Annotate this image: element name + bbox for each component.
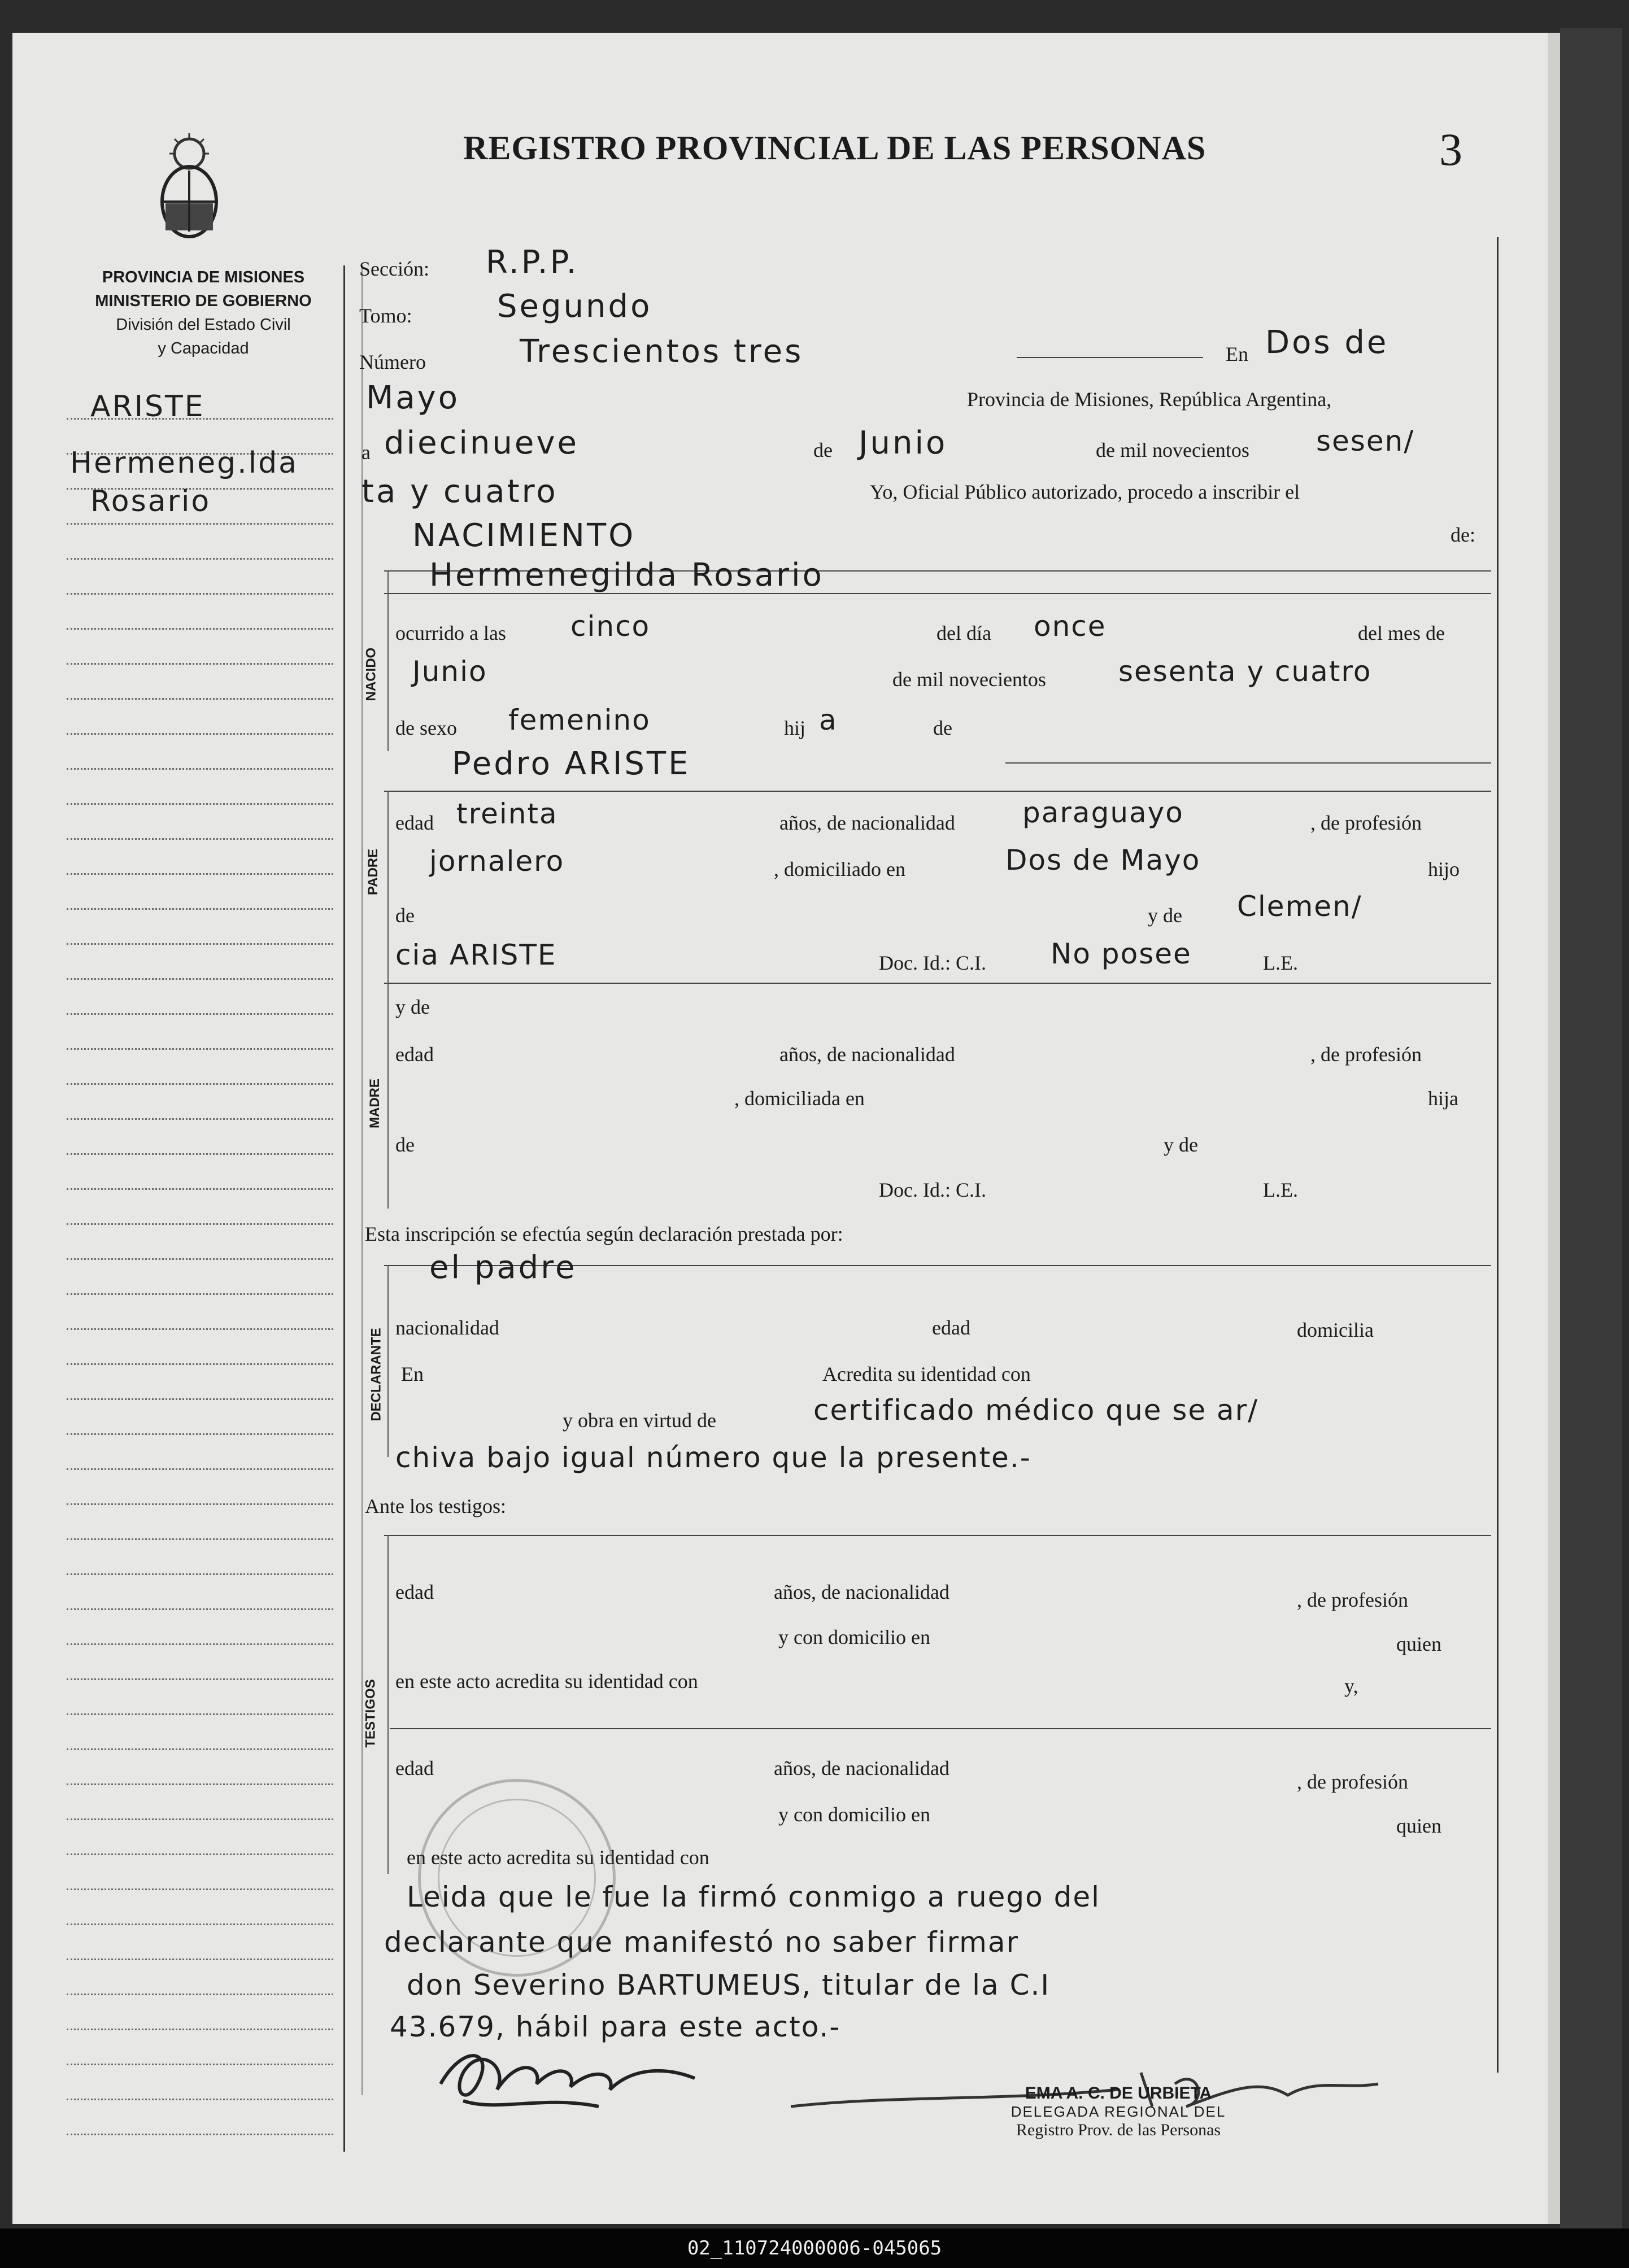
label-padre-y-de: y de <box>1148 904 1182 927</box>
value-dia: diecinueve <box>384 425 579 461</box>
margin-ruling <box>67 1853 333 1855</box>
label-madre-edad: edad <box>395 1043 434 1066</box>
padre-top-rule-2 <box>384 791 1491 792</box>
value-nombre: Hermenegilda Rosario <box>429 557 824 594</box>
margin-ruling <box>67 1398 333 1400</box>
section-nacido: NACIDO <box>363 647 379 701</box>
value-sexo: femenino <box>508 704 651 736</box>
margin-ruling <box>67 1713 333 1715</box>
label-de-hij: de <box>933 717 952 739</box>
label-de-colon: de: <box>1451 524 1475 546</box>
madre-top-rule <box>384 983 1491 984</box>
label-domiciliada: , domiciliada en <box>734 1087 865 1110</box>
margin-ruling <box>67 2134 333 2135</box>
margin-ruling <box>67 628 333 630</box>
closing-line-1: Leida que le fue la firmó conmigo a ruego del <box>407 1881 1101 1913</box>
label-t1-nac: años, de nacionalidad <box>774 1581 949 1603</box>
label-mil-novecientos: de mil novecientos <box>1096 439 1249 461</box>
value-anio-a: sesen/ <box>1316 425 1415 457</box>
section-declarante: DECLARANTE <box>368 1328 384 1421</box>
margin-firstname: Hermeneg.lda <box>70 446 299 480</box>
margin-ruling <box>67 1678 333 1680</box>
label-esta-inscripcion: Esta inscripción se efectúa según declaración prestada por: <box>365 1223 843 1245</box>
margin-ruling <box>67 1258 333 1260</box>
value-certificado-b: chiva bajo igual número que la presente.- <box>395 1441 1031 1474</box>
margin-ruling <box>67 1888 333 1890</box>
margin-ruling <box>67 1328 333 1330</box>
label-tomo: Tomo: <box>359 304 412 327</box>
label-de-mil: de mil novecientos <box>892 668 1046 691</box>
margin-ruling <box>67 1083 333 1085</box>
value-abuela-a: Clemen/ <box>1237 890 1362 923</box>
margin-ruling <box>67 1783 333 1785</box>
margin-ruling <box>67 1363 333 1365</box>
testigos-mid-rule <box>390 1728 1491 1729</box>
label-provincia: Provincia de Misiones, República Argentina, <box>967 388 1332 411</box>
label-decl-edad: edad <box>932 1316 970 1339</box>
label-t1-y: y, <box>1344 1674 1358 1697</box>
margin-ruling <box>67 1188 333 1190</box>
declarante-divider <box>387 1265 389 1457</box>
label-madre-de: de <box>395 1133 415 1156</box>
margin-ruling <box>67 1608 333 1610</box>
label-t2-domicilio: y con domicilio en <box>778 1803 930 1826</box>
margin-ruling <box>67 768 333 770</box>
margin-ruling <box>67 978 333 980</box>
image-footer-id: 02_110724000006-045065 <box>0 2228 1629 2268</box>
margin-ruling <box>67 1048 333 1050</box>
label-del-dia: del día <box>937 622 991 644</box>
testigos-divider <box>387 1535 389 1874</box>
margin-ruling <box>67 838 333 840</box>
margin-ruling <box>67 943 333 945</box>
official-org: Registro Prov. de las Personas <box>1016 2121 1221 2139</box>
section-testigos: TESTIGOS <box>363 1679 378 1748</box>
value-padre-edad: treinta <box>456 797 558 830</box>
closing-line-2: declarante que manifestó no saber firmar <box>384 1926 1020 1959</box>
value-anio-nac: sesenta y cuatro <box>1118 655 1372 688</box>
value-mes-nac: Junio <box>412 655 487 688</box>
label-hij: hij <box>784 717 806 739</box>
label-t2-quien: quien <box>1396 1815 1441 1837</box>
label-t2-nac: años, de nacionalidad <box>774 1757 949 1779</box>
label-madre-doc: Doc. Id.: C.I. <box>879 1179 986 1201</box>
value-mes: Junio <box>859 425 948 461</box>
label-en: En <box>1226 343 1248 365</box>
label-hijo: hijo <box>1428 858 1460 880</box>
closing-line-4: 43.679, hábil para este acto.- <box>390 2010 841 2043</box>
value-hij-suffix: a <box>819 704 838 736</box>
section-padre: PADRE <box>365 848 381 896</box>
margin-ruling <box>67 1573 333 1575</box>
value-numero: Trescientos tres <box>520 333 804 370</box>
margin-ruling <box>67 2029 333 2030</box>
margin-ruling <box>67 1994 333 1995</box>
margin-ruling <box>67 1293 333 1295</box>
margin-ruling <box>67 1433 333 1435</box>
margin-ruling <box>67 873 333 875</box>
label-ante-testigos: Ante los testigos: <box>365 1495 506 1517</box>
right-border <box>1497 237 1499 2073</box>
value-lugar-b: Mayo <box>366 380 460 416</box>
label-madre-prof: , de profesión <box>1310 1043 1422 1066</box>
label-numero: Número <box>359 351 426 373</box>
section-madre: MADRE <box>367 1079 382 1128</box>
margin-ruling <box>67 1223 333 1225</box>
margin-ruling <box>67 1153 333 1155</box>
label-nacionalidad: nacionalidad <box>395 1316 499 1339</box>
page-number: 3 <box>1439 124 1462 175</box>
label-t2-edad: edad <box>395 1757 434 1779</box>
margin-ruling <box>67 908 333 910</box>
label-acredita: Acredita su identidad con <box>822 1363 1031 1385</box>
label-t1-prof: , de profesión <box>1297 1589 1408 1611</box>
margin-ruling <box>67 1748 333 1750</box>
value-anio-b: ta y cuatro <box>361 473 558 510</box>
value-dia-nac: once <box>1034 610 1107 643</box>
label-padre-prof: , de profesión <box>1310 812 1422 834</box>
margin-ruling <box>67 1013 333 1015</box>
margin-ruling <box>67 803 333 805</box>
value-padre-prof: jornalero <box>429 845 565 878</box>
value-acto: NACIMIENTO <box>412 517 636 554</box>
document-title: REGISTRO PROVINCIAL DE LAS PERSONAS <box>463 129 1206 167</box>
closing-line-3: don Severino BARTUMEUS, titular de la C.I <box>407 1969 1051 2001</box>
label-del-mes: del mes de <box>1358 622 1445 644</box>
label-t1-edad: edad <box>395 1581 434 1603</box>
margin-ruling <box>67 663 333 665</box>
margin-ruling <box>67 1643 333 1645</box>
issuer-province: PROVINCIA DE MISIONES <box>102 268 305 286</box>
label-madre-y-de: y de <box>395 996 430 1018</box>
margin-ruling <box>67 2099 333 2100</box>
padre-top-rule <box>1005 762 1491 764</box>
value-abuela-b: cia ARISTE <box>395 939 557 971</box>
label-domicilia: domicilia <box>1297 1319 1374 1341</box>
label-t2-este-acto: en este acto acredita su identidad con <box>407 1846 709 1869</box>
margin-ruling <box>67 1118 333 1120</box>
form-left-border <box>361 265 363 2095</box>
label-domiciliado: , domiciliado en <box>774 858 905 880</box>
margin-divider <box>343 265 345 2152</box>
value-declarante: el padre <box>429 1249 577 1286</box>
margin-ruling <box>67 1503 333 1505</box>
value-tomo: Segundo <box>497 288 652 325</box>
margin-ruling <box>67 1538 333 1540</box>
value-padre-doc: No posee <box>1051 937 1192 970</box>
value-padre-dom: Dos de Mayo <box>1005 844 1201 876</box>
issuer-division: División del Estado Civil <box>116 316 291 334</box>
label-padre-edad: edad <box>395 812 434 834</box>
issuer-header <box>56 265 350 360</box>
padre-divider <box>387 791 389 983</box>
value-padre-nac: paraguayo <box>1022 796 1184 829</box>
issuer-subdivision: y Capacidad <box>158 339 249 357</box>
label-decl-en: En <box>401 1363 424 1385</box>
label-ocurrido: ocurrido a las <box>395 622 506 644</box>
label-madre-nac: años, de nacionalidad <box>779 1043 955 1066</box>
label-padre-doc: Doc. Id.: C.I. <box>879 952 986 974</box>
label-t1-domicilio: y con domicilio en <box>778 1626 930 1648</box>
value-lugar-a: Dos de <box>1265 324 1389 361</box>
label-t2-prof: , de profesión <box>1297 1770 1408 1793</box>
margin-ruling <box>67 1468 333 1470</box>
label-t1-quien: quien <box>1396 1633 1441 1655</box>
label-padre-le: L.E. <box>1263 952 1298 974</box>
label-oficial: Yo, Oficial Público autorizado, procedo a inscribir el <box>870 481 1300 503</box>
testigos-top-rule <box>384 1535 1491 1536</box>
label-madre-y-de-2: y de <box>1164 1133 1198 1156</box>
label-a: a <box>361 441 371 464</box>
margin-ruling <box>67 2064 333 2065</box>
official-name: EMA A. C. DE URBIETA <box>1025 2084 1212 2103</box>
value-hora: cinco <box>570 610 651 643</box>
label-de-mes: de <box>813 439 833 461</box>
value-padre: Pedro ARISTE <box>452 745 691 782</box>
margin-ruling <box>67 593 333 595</box>
book-spine <box>1560 28 1622 2231</box>
issuer-ministry: MINISTERIO DE GOBIERNO <box>95 292 312 310</box>
margin-surname: ARISTE <box>90 390 205 424</box>
label-t1-este-acto: en este acto acredita su identidad con <box>395 1670 698 1693</box>
coat-of-arms-icon <box>147 131 232 244</box>
margin-secondname: Rosario <box>90 485 211 518</box>
official-role: DELEGADA REGIONAL DEL <box>1010 2103 1226 2120</box>
label-hija: hija <box>1428 1087 1458 1110</box>
label-madre-le: L.E. <box>1263 1179 1298 1201</box>
margin-ruling <box>67 1959 333 1960</box>
label-seccion: Sección: <box>359 258 429 280</box>
official-signature-block <box>938 2084 1299 2140</box>
madre-divider <box>387 983 389 1209</box>
margin-ruling <box>67 1924 333 1925</box>
label-sexo: de sexo <box>395 717 457 739</box>
label-padre-nac: años, de nacionalidad <box>779 812 955 834</box>
margin-ruling <box>67 733 333 735</box>
value-seccion: R.P.P. <box>486 244 579 281</box>
margin-ruling <box>67 558 333 560</box>
margin-ruling <box>67 523 333 525</box>
margin-ruling <box>67 698 333 700</box>
label-padre-de: de <box>395 904 415 927</box>
declarant-signature <box>429 2033 746 2123</box>
numero-rule <box>1017 357 1203 358</box>
label-obra-virtud: y obra en virtud de <box>563 1409 716 1432</box>
nacido-divider <box>387 570 389 751</box>
margin-ruling <box>67 1818 333 1820</box>
value-certificado-a: certificado médico que se ar/ <box>813 1394 1259 1427</box>
